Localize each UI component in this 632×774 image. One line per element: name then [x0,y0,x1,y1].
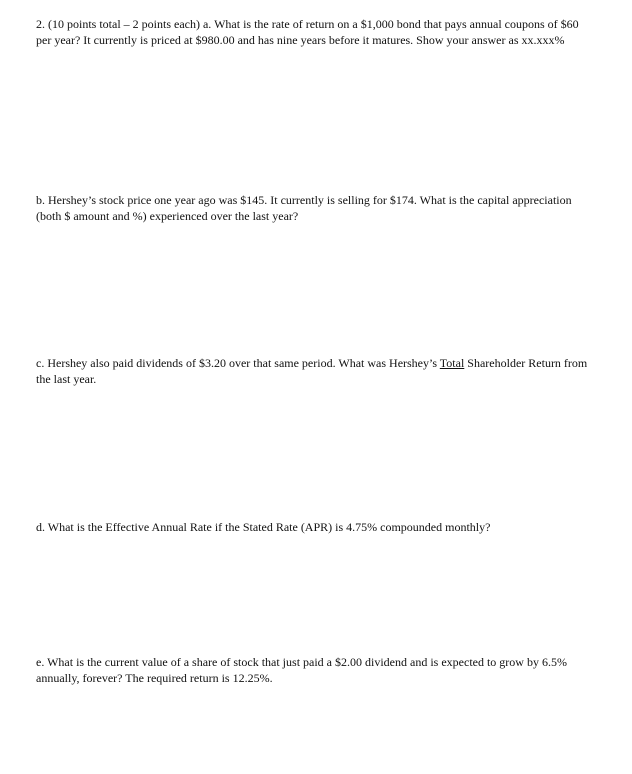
question-a: 2. (10 points total – 2 points each) a. What is the rate of return on a $1,000 bond that pays annual coupons of $60 per year? It currently is priced at $980.00 and has nine years before it matures. Show your answer as xx.xxx% [36,17,579,47]
question-b: b. Hershey’s stock price one year ago was $145. It currently is selling for $174. What is the capital appreciation (both $ amount and %) experienced over the last year? [36,193,572,223]
question-e: e. What is the current value of a share of stock that just paid a $2.00 dividend and is expected to grow by 6.5% annually, forever? The required return is 12.25%. [36,655,567,685]
question-c-post: Shareholder Return from the last year. [36,356,588,386]
question-c-pre: c. Hershey also paid dividends of $3.20 over that same period. What was Hershey’s [36,356,440,370]
question-c [36,355,592,387]
question-d: d. What is the Effective Annual Rate if the Stated Rate (APR) is 4.75% compounded monthly? [36,520,491,534]
question-c-underlined-word: Total [439,356,465,370]
